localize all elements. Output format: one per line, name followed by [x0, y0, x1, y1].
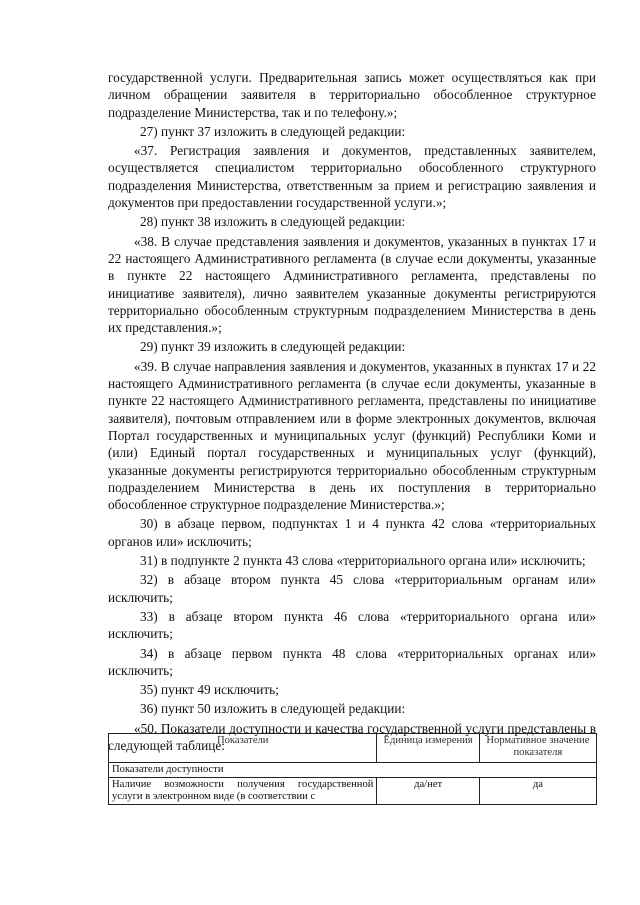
amendment-item-27: 27) пункт 37 изложить в следующей редакции: [140, 123, 406, 139]
amendment-item-29: 29) пункт 39 изложить в следующей редакции: [140, 339, 406, 355]
amendment-item-32: 32) в абзаце втором пункта 45 слова «территориальным органам или» исключить; [108, 572, 596, 605]
header-indicators: Показатели [109, 734, 377, 763]
amendment-item-30: 30) в абзаце первом, подпунктах 1 и 4 пункта 42 слова «территориальных органов или» исключить; [108, 516, 596, 549]
paragraph-continuation: государственной услуги. Предварительная запись может осуществляться как при личном обращении заявителя в территориально обособленное структурное подразделение Министерства, так и по телефону.»; [108, 70, 596, 120]
quoted-paragraph-38: «38. В случае представления заявления и документов, указанных в пунктах 17 и 22 настоящего Административного регламента (в случае если документы, указанные в пункте 22 настоящего Административного регламента, представлены по инициативе заявителя), лично заявителем указанные документы регистрируются территориально обособленным структурным подразделением Министерства в день их представления.»; [108, 233, 596, 336]
header-unit: Единица измерения [377, 734, 479, 763]
section-title: Показатели доступности [109, 763, 597, 778]
table-row [109, 778, 597, 805]
table-section-row [109, 763, 597, 778]
amendment-item-33: 33) в абзаце втором пункта 46 слова «территориального органа или» исключить; [108, 608, 596, 642]
quoted-paragraph-50: «50. Показатели доступности и качества государственной услуги представлены в следующей таблице: [108, 720, 596, 753]
row-value: да [479, 778, 596, 805]
indicators-table [108, 733, 597, 805]
amendment-item-36: 36) пункт 50 изложить в следующей редакции: [140, 701, 406, 717]
amendment-item-35: 35) пункт 49 исключить; [140, 682, 279, 698]
amendment-item-28: 28) пункт 38 изложить в следующей редакции: [140, 214, 406, 230]
table-header-row [109, 734, 597, 763]
row-indicator: Наличие возможности получения государственной услуги в электронном виде (в соответствии с [109, 778, 377, 805]
quoted-paragraph-37: «37. Регистрация заявления и документов, представленных заявителем, осуществляется специалистом территориально обособленного структурного подразделения Министерства, ответственным за прием и регистрацию заявления и документов при предоставлении государственной услуги.»; [108, 143, 596, 211]
amendment-item-31: 31) в подпункте 2 пункта 43 слова «территориального органа или» исключить; [140, 553, 586, 569]
document-body [108, 69, 596, 754]
row-unit: да/нет [377, 778, 479, 805]
quoted-paragraph-39: «39. В случае направления заявления и документов, указанных в пунктах 17 и 22 настоящего Административного регламента (в случае если документы, указанные в пункте 22 настоящего Административного регламента, представлены по инициативе заявителя), почтовым отправлением или в форме электронных документов, включая Портал государственных и муниципальных услуг (функций) Республики Коми и (или) Единый портал государственных и муниципальных услуг (функций), указанные документы регистрируются территориально обособленным структурным подразделением Министерства в день их поступления в территориально обособленное структурное подразделение Министерства.»; [108, 358, 596, 513]
amendment-item-34: 34) в абзаце первом пункта 48 слова «территориальных органах или» исключить; [108, 645, 596, 678]
header-norm-value: Нормативное значение показателя [479, 734, 596, 763]
